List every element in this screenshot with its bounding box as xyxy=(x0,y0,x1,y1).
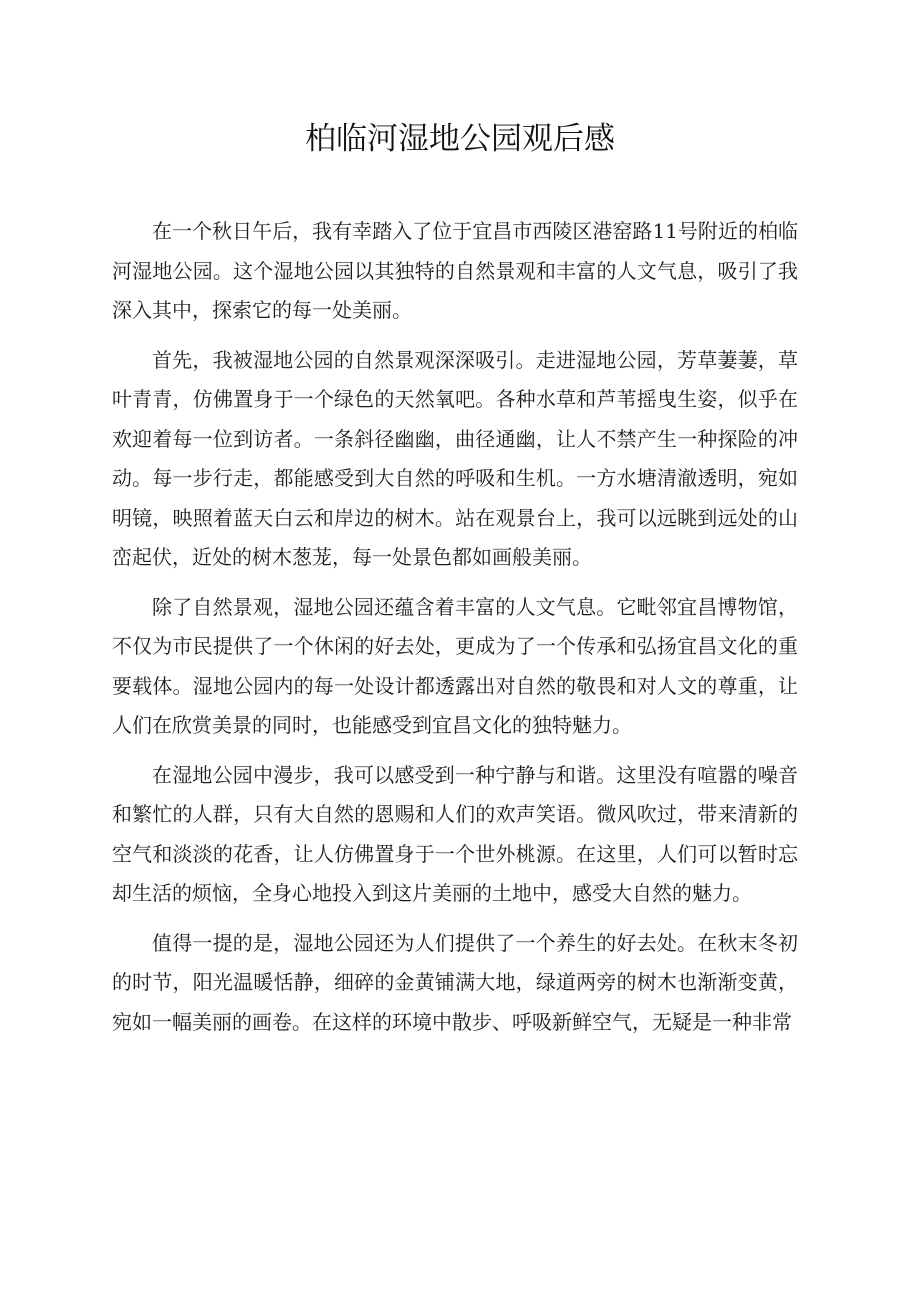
paragraph-wellness: 值得一提的是，湿地公园还为人们提供了一个养生的好去处。在秋末冬初的时节，阳光温暖恬静，细碎的金黄铺满大地，绿道两旁的树木也渐渐变黄，宛如一幅美丽的画卷。在这样的环境中散步、呼吸新鲜空气，无疑是一种非常 xyxy=(112,930,798,1034)
paragraph-culture: 除了自然景观，湿地公园还蕴含着丰富的人文气息。它毗邻宜昌博物馆，不仅为市民提供了一个休闲的好去处，更成为了一个传承和弘扬宜昌文化的重要载体。湿地公园内的每一处设计都透露出对自然的敬畏和对人文的尊重，让人们在欣赏美景的同时，也能感受到宜昌文化的独特魅力。 xyxy=(112,594,798,737)
document-body xyxy=(112,212,798,1052)
paragraph-natural-scenery: 首先，我被湿地公园的自然景观深深吸引。走进湿地公园，芳草萋萋，草叶青青，仿佛置身于一个绿色的天然氧吧。各种水草和芦苇摇曳生姿，似乎在欢迎着每一位到访者。一条斜径幽幽，曲径通幽，让人不禁产生一种探险的冲动。每一步行走，都能感受到大自然的呼吸和生机。一方水塘清澈透明，宛如明镜，映照着蓝天白云和岸边的树木。站在观景台上，我可以远眺到远处的山峦起伏，近处的树木葱茏，每一处景色都如画般美丽。 xyxy=(112,347,798,569)
paragraph-tranquility: 在湿地公园中漫步，我可以感受到一种宁静与和谐。这里没有喧嚣的噪音和繁忙的人群，只有大自然的恩赐和人们的欢声笑语。微风吹过，带来清新的空气和淡淡的花香，让人仿佛置身于一个世外桃源。在这里，人们可以暂时忘却生活的烦恼，全身心地投入到这片美丽的土地中，感受大自然的魅力。 xyxy=(112,762,798,905)
paragraph-intro: 在一个秋日午后，我有幸踏入了位于宜昌市西陵区港窑路11号附近的柏临河湿地公园。这个湿地公园以其独特的自然景观和丰富的人文气息，吸引了我深入其中，探索它的每一处美丽。 xyxy=(112,219,798,322)
document-title: 柏临河湿地公园观后感 xyxy=(305,121,615,157)
